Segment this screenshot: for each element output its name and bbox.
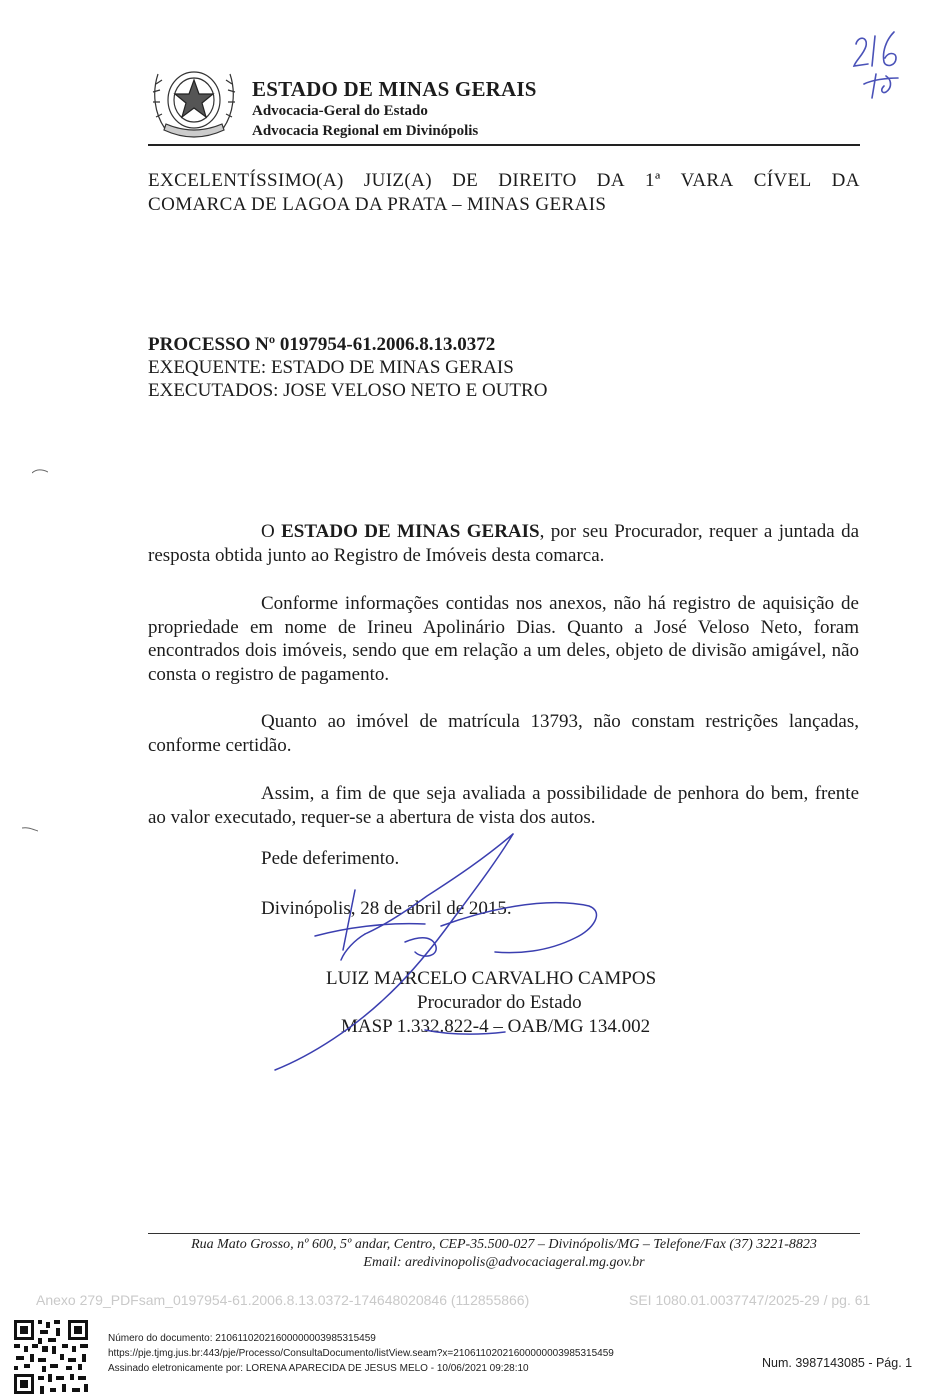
paragraph-request	[148, 520, 859, 567]
handwritten-page-number	[842, 26, 912, 106]
closing-request: Pede deferimento.	[261, 848, 400, 869]
p1-entity: ESTADO DE MINAS GERAIS	[281, 521, 540, 542]
pje-num-page: Num. 3987143085 - Pág. 1	[762, 1356, 913, 1370]
margin-mark	[22, 826, 38, 832]
margin-mark	[32, 468, 48, 474]
paragraph-matricula	[148, 710, 859, 757]
header-divider	[148, 144, 860, 146]
annex-stamp: Anexo 279_PDFsam_0197954-61.2006.8.13.0372-174648020846 (112855866)	[36, 1292, 530, 1308]
p2-text: Conforme informações contidas nos anexos, não há registro de aquisição de propriedade em nome de Irineu Apolinário Dias. Quanto a José Veloso Neto, foram encontrados dois imóveis, sendo que em relação a um deles, objeto de divisão amigável, não consta o registro de pagamento.	[148, 593, 859, 685]
addressee-word: DIREITO	[498, 170, 577, 191]
addressee-word: JUIZ(A)	[363, 170, 433, 191]
addressee-word: 1ª	[645, 170, 661, 191]
addressee-word: EXCELENTÍSSIMO(A)	[148, 170, 344, 191]
header-title: ESTADO DE MINAS GERAIS	[252, 77, 537, 101]
paragraph-conclusion	[148, 782, 859, 829]
paragraph-findings	[148, 592, 859, 686]
executados: EXECUTADOS: JOSE VELOSO NETO E OUTRO	[148, 380, 548, 401]
pje-signed-by: Assinado eletronicamente por: LORENA APARECIDA DE JESUS MELO - 10/06/2021 09:28:10	[108, 1363, 529, 1374]
p1-lead: O	[261, 521, 282, 542]
addressee-word: DA	[831, 170, 860, 191]
p4-text: Assim, a fim de que seja avaliada a possibilidade de penhora do bem, frente ao valor executado, requer-se a abertura de vista dos autos.	[148, 783, 859, 828]
p3-text: Quanto ao imóvel de matrícula 13793, não constam restrições lançadas, conforme certidão.	[148, 711, 859, 756]
addressee-word: VARA	[680, 170, 734, 191]
footer-divider	[148, 1233, 860, 1234]
pje-url[interactable]: https://pje.tjmg.jus.br:443/pje/Processo/ConsultaDocumento/listView.seam?x=21061102021600000003985315459	[108, 1348, 614, 1359]
signer-name: LUIZ MARCELO CARVALHO CAMPOS	[326, 968, 657, 989]
process-number: PROCESSO Nº 0197954-61.2006.8.13.0372	[148, 334, 496, 355]
handwritten-signature	[255, 830, 615, 1080]
sei-stamp: SEI 1080.01.0037747/2025-29 / pg. 61	[629, 1292, 871, 1308]
place-date: Divinópolis, 28 de abril de 2015.	[261, 898, 512, 919]
exequente: EXEQUENTE: ESTADO DE MINAS GERAIS	[148, 357, 514, 378]
pje-document-number: Número do documento: 21061102021600000003985315459	[108, 1333, 376, 1344]
addressee-line-1	[148, 170, 860, 192]
state-seal-icon	[148, 62, 240, 144]
addressee-word: DA	[596, 170, 625, 191]
addressee-word: CÍVEL	[753, 170, 812, 191]
header-subtitle: Advocacia-Geral do Estado	[252, 103, 428, 119]
header-subtitle-regional: Advocacia Regional em Divinópolis	[252, 123, 479, 139]
footer-email: Email: aredivinopolis@advocaciageral.mg.gov.br	[363, 1255, 645, 1270]
qr-code-icon	[12, 1318, 90, 1396]
footer-address: Rua Mato Grosso, nº 600, 5º andar, Centro, CEP-35.500-027 – Divinópolis/MG – Telefone/Fax (37) 3221-8823	[191, 1237, 817, 1252]
signer-role: Procurador do Estado	[417, 992, 582, 1013]
addressee-word: DE	[452, 170, 479, 191]
signer-ids: MASP 1.332.822-4 – OAB/MG 134.002	[341, 1016, 651, 1037]
addressee-line-2: COMARCA DE LAGOA DA PRATA – MINAS GERAIS	[148, 194, 607, 215]
p1-rest: , por seu Procurador, requer a juntada da resposta obtida junto ao Registro de Imóveis desta comarca.	[148, 521, 859, 566]
